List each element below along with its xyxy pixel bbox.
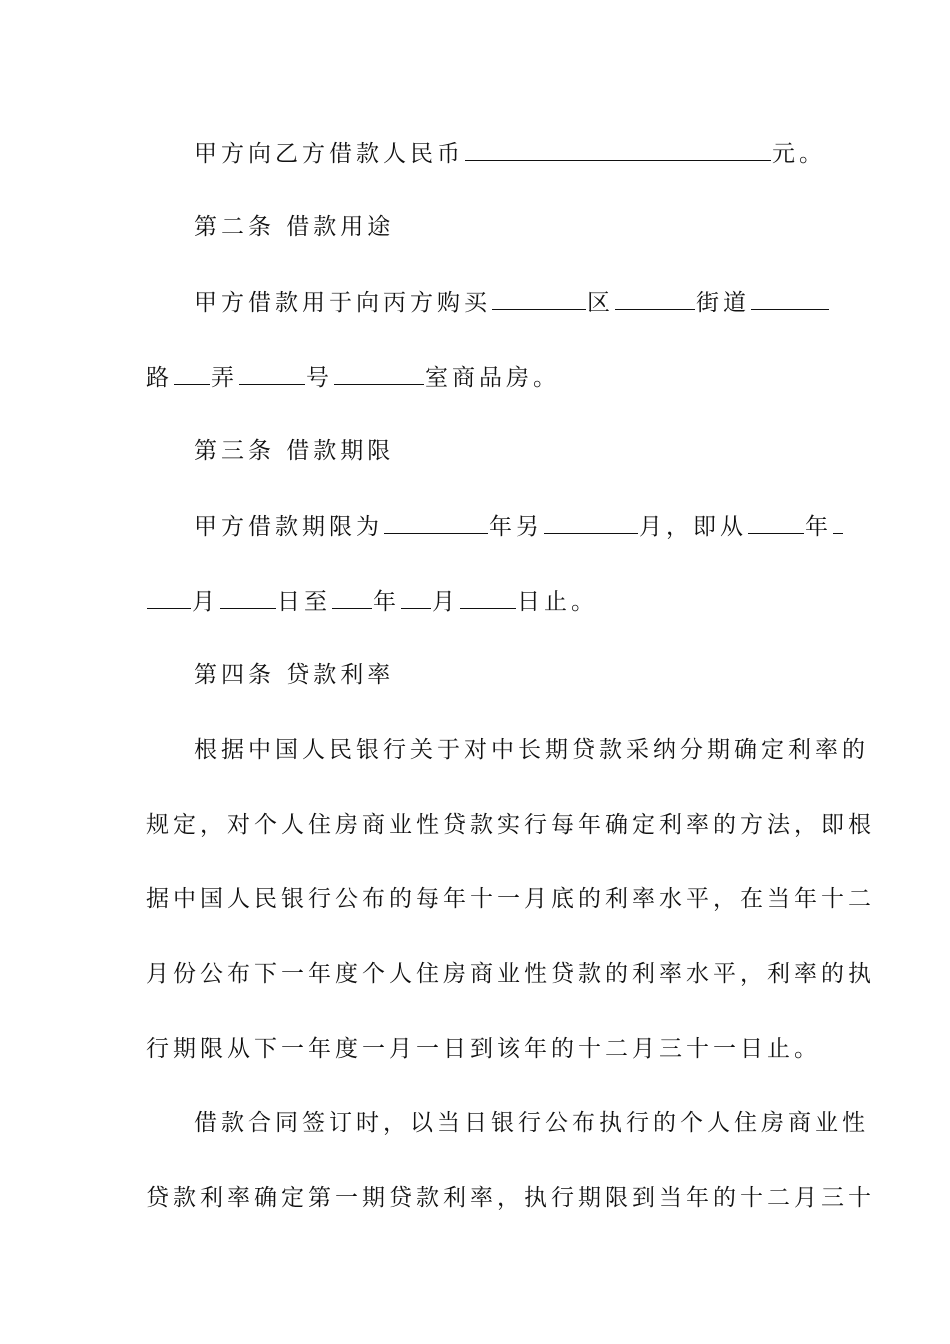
number-text: 号 (306, 365, 333, 391)
start-day-blank (220, 586, 276, 609)
loan-purpose-line (194, 287, 810, 318)
loan-amount-blank (465, 138, 771, 161)
lane-text: 弄 (211, 365, 238, 391)
paragraph-line: 行期限从下一年度一月一日到该年的十二月三十一日止。 (146, 1036, 821, 1062)
end-month-blank (401, 586, 431, 609)
loan-amount-label: 甲方向乙方借款人民币 (194, 141, 464, 167)
road-text: 路 (146, 365, 173, 391)
currency-unit-text: 元。 (772, 141, 826, 167)
road-blank (751, 287, 829, 310)
term-years-text: 年另 (489, 514, 543, 540)
term-years-blank (384, 511, 488, 534)
loan-term-line (194, 511, 832, 542)
end-year-blank (332, 586, 372, 609)
end-day-text: 日止。 (517, 589, 598, 615)
street-blank (615, 287, 695, 310)
loan-amount-line (194, 138, 826, 169)
paragraph-line: 月份公布下一年度个人住房商业性贷款的利率水平，利率的执 (146, 961, 875, 987)
paragraph-line: 规定，对个人住房商业性贷款实行每年确定利率的方法，即根 (146, 812, 875, 838)
paragraph-line: 借款合同签订时，以当日银行公布执行的个人住房商业性 (194, 1110, 869, 1136)
paragraph-line: 贷款利率确定第一期贷款利率，执行期限到当年的十二月三十 (146, 1185, 875, 1211)
term-months-blank (544, 511, 638, 534)
term-months-text: 月，即从 (639, 514, 747, 540)
article-3-heading: 第三条 借款期限 (194, 438, 395, 464)
end-day-blank (460, 586, 516, 609)
start-year-text: 年 (805, 514, 832, 540)
start-month-blank-start (833, 511, 843, 534)
loan-dates-line (146, 586, 810, 617)
paragraph-line: 根据中国人民银行关于对中长期贷款采纳分期确定利率的 (194, 737, 869, 763)
number-blank (239, 362, 305, 385)
street-text: 街道 (696, 290, 750, 316)
start-month-blank (147, 586, 191, 609)
room-blank (334, 362, 424, 385)
article-4-heading: 第四条 贷款利率 (194, 662, 395, 688)
lane-blank (174, 362, 210, 385)
paragraph-line: 据中国人民银行公布的每年十一月底的利率水平，在当年十二 (146, 886, 875, 912)
end-prefix-text: 日至 (277, 589, 331, 615)
article-2-heading: 第二条 借款用途 (194, 214, 395, 240)
property-address-line (146, 362, 810, 393)
end-year-text: 年 (373, 589, 400, 615)
loan-purpose-label: 甲方借款用于向丙方购买 (194, 290, 491, 316)
start-year-blank (748, 511, 804, 534)
district-text: 区 (587, 290, 614, 316)
loan-term-label: 甲方借款期限为 (194, 514, 383, 540)
start-month-text: 月 (192, 589, 219, 615)
district-blank (492, 287, 586, 310)
room-text: 室商品房。 (425, 365, 560, 391)
end-month-text: 月 (432, 589, 459, 615)
